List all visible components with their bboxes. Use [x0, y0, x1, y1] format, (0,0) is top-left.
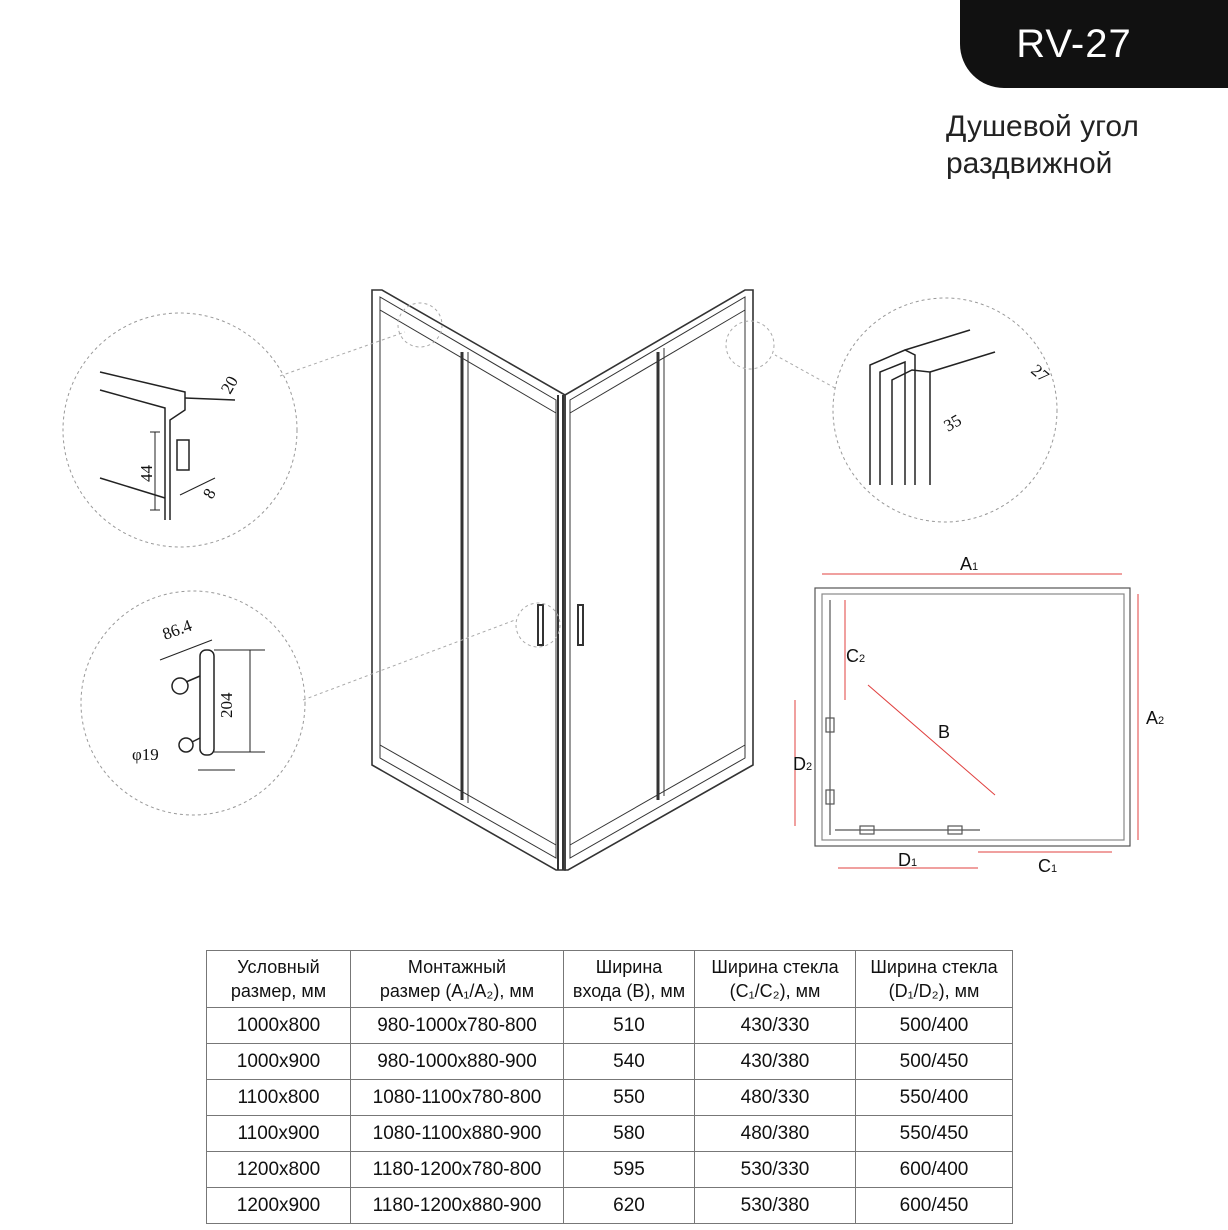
plan-label-c2: C	[846, 646, 859, 666]
header-glass-width-c: Ширина стекла (C₁/C₂), мм	[695, 951, 856, 1008]
svg-text:C1: C1	[1038, 856, 1058, 876]
subtitle-line-2: раздвижной	[946, 147, 1113, 180]
table-row: 1000x900 980-1000x880-900 540 430/380 500/450	[207, 1044, 1013, 1080]
plan-label-c1: C	[1038, 856, 1051, 876]
detail-dim-27: 27	[1027, 360, 1053, 386]
subtitle-line-1: Душевой угол	[946, 110, 1139, 143]
header-glass-width-d: Ширина стекла (D₁/D₂), мм	[856, 951, 1013, 1008]
table-row: 1200x900 1180-1200x880-900 620 530/380 600/450	[207, 1188, 1013, 1224]
header-entry-width: Ширина входа (B), мм	[564, 951, 695, 1008]
svg-text:D1: D1	[898, 850, 918, 870]
handle-dim-204: 204	[217, 692, 236, 718]
header-nominal-size: Условный размер, мм	[207, 951, 351, 1008]
shower-enclosure-drawing	[372, 290, 753, 870]
detail-profile-right	[726, 298, 1057, 522]
plan-label-d2: D	[793, 754, 806, 774]
table-header-row	[207, 951, 1013, 1008]
detail-profile-left	[63, 303, 442, 547]
handle-dim-86-4: 86.4	[159, 615, 195, 644]
header-mounting-size: Монтажный размер (A₁/A₂), мм	[351, 951, 564, 1008]
table-row: 1100x800 1080-1100x780-800 550 480/330 550/400	[207, 1080, 1013, 1116]
detail-handle	[81, 591, 560, 815]
plan-label-a1: A	[960, 554, 973, 574]
svg-text:A2: A2	[1146, 708, 1165, 728]
detail-dim-8: 8	[199, 485, 220, 502]
svg-text:C2: C2	[846, 646, 866, 666]
svg-text:A1: A1	[960, 554, 979, 574]
model-name: RV-27	[1016, 21, 1132, 66]
table-row: 1100x900 1080-1100x880-900 580 480/380 550/450	[207, 1116, 1013, 1152]
handle-dim-phi19: φ19	[132, 745, 159, 764]
plan-label-d1: D	[898, 850, 911, 870]
plan-label-a2: A	[1146, 708, 1159, 728]
table-row: 1000x800 980-1000x780-800 510 430/330 500/400	[207, 1008, 1013, 1044]
table-row: 1200x800 1180-1200x780-800 595 530/330 600/400	[207, 1152, 1013, 1188]
detail-dim-20: 20	[217, 372, 242, 397]
plan-label-b: B	[938, 722, 951, 742]
detail-dim-35: 35	[940, 410, 965, 436]
size-table	[206, 950, 1013, 1224]
detail-dim-44: 44	[137, 465, 156, 482]
plan-view	[793, 554, 1164, 876]
svg-text:D2: D2	[793, 754, 813, 774]
